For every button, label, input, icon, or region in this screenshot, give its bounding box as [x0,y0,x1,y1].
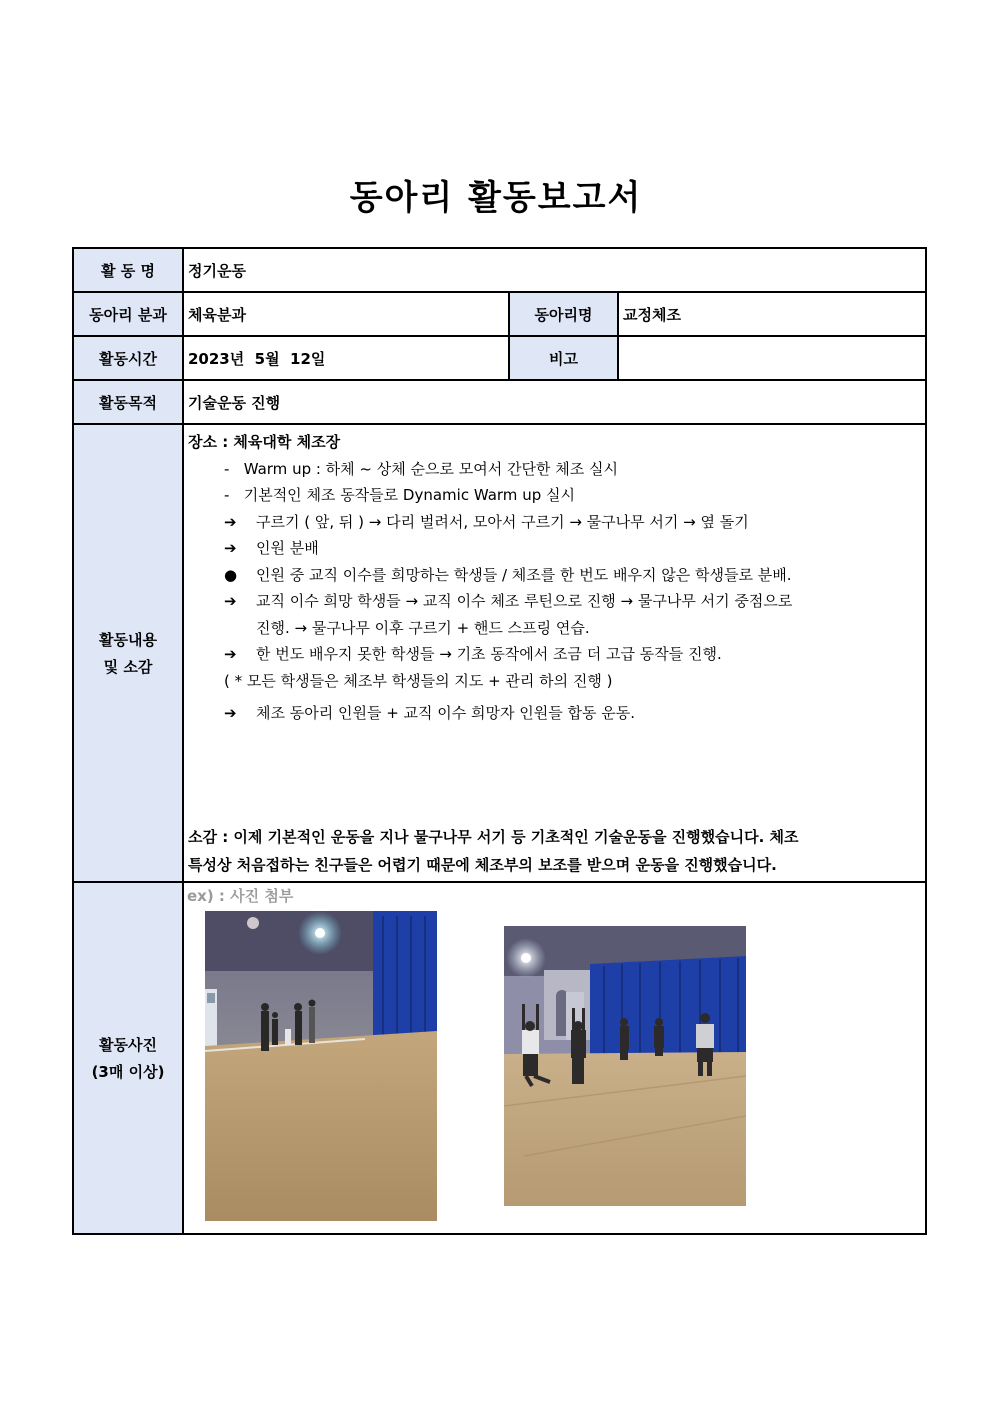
arrow-icon: ➔ [224,592,237,610]
gym-photo-image [504,926,746,1206]
activity-content-label-line1: 활동내용 [99,631,157,649]
impression [188,823,921,879]
impression-line: 소감 : 이제 기본적인 운동을 지나 물구나무 서기 등 기초적인 기술운동을 진행했습니다. 체조 [188,827,799,846]
activity-name-value: 정기운동 [183,248,926,292]
activity-purpose-label: 활동목적 [73,380,183,424]
content-line: ➔ 인원 분배 [188,535,921,562]
activity-photos-label-line2: (3매 이상) [91,1063,165,1081]
row-activity-photos [73,882,926,1234]
remarks-label: 비고 [509,336,618,380]
activity-photos-label-line1: 활동사진 [99,1036,157,1054]
content-line: ● 인원 중 교직 이수를 희망하는 학생들 / 체조를 한 번도 배우지 않은 학생들로 분배. [188,562,921,589]
activity-place: 장소 : 체육대학 체조장 [188,433,341,451]
impression-line: 특성상 처음접하는 친구들은 어렵기 때문에 체조부의 보조를 받으며 운동을 진행했습니다. [188,855,777,874]
row-club-info [73,292,926,336]
content-line: 진행. → 물구나무 이후 구르기 + 핸드 스프링 연습. [256,618,590,637]
content-line: ➔ 구르기 ( 앞, 뒤 ) → 다리 벌려서, 모아서 구르기 → 물구나무 서기 → 옆 돌기 [188,509,921,536]
activity-name-label: 활 동 명 [73,248,183,292]
activity-content-body [183,424,926,882]
arrow-icon: ➔ [224,645,237,663]
club-division-label: 동아리 분과 [73,292,183,336]
content-line: - Warm up : 하체 ~ 상체 순으로 모여서 간단한 체조 실시 [224,459,618,478]
row-activity-purpose [73,380,926,424]
content-line: ➔ 한 번도 배우지 못한 학생들 → 기초 동작에서 조금 더 고급 동작들 진행. [188,641,921,668]
activity-photos-body [183,882,926,1234]
club-division-value: 체육분과 [183,292,509,336]
photo-hint: ex) : 사진 첨부 [187,887,294,905]
bullet-icon: ● [224,565,238,584]
row-activity-content [73,424,926,882]
activity-time-value: 2023년 5월 12일 [183,336,509,380]
activity-photo-1 [205,911,437,1221]
club-name-value: 교정체조 [618,292,926,336]
gym-photo-image [205,911,437,1221]
arrow-icon: ➔ [224,539,237,557]
activity-photo-2 [504,926,746,1206]
page-title: 동아리 활동보고서 [349,178,643,218]
content-line: ( * 모든 학생들은 체조부 학생들의 지도 + 관리 하의 진행 ) [224,671,613,690]
activity-content-label [73,424,183,882]
content-line: - 기본적인 체조 동작들로 Dynamic Warm up 실시 [224,486,575,504]
arrow-icon: ➔ [224,704,237,722]
club-name-label: 동아리명 [509,292,618,336]
row-activity-time [73,336,926,380]
activity-content-label-line2: 및 소감 [103,658,153,676]
activity-photos-label [73,882,183,1234]
row-activity-name [73,248,926,292]
arrow-icon: ➔ [224,512,237,531]
content-line: ➔ 체조 동아리 인원들 + 교직 이수 희망자 인원들 합동 운동. [188,700,921,727]
report-table [72,247,927,1235]
activity-purpose-value: 기술운동 진행 [183,380,926,424]
remarks-value [618,336,926,380]
activity-time-label: 활동시간 [73,336,183,380]
content-line: ➔ 교직 이수 희망 학생들 → 교직 이수 체조 루틴으로 진행 → 물구나무 서기 중점으로 [188,588,921,615]
